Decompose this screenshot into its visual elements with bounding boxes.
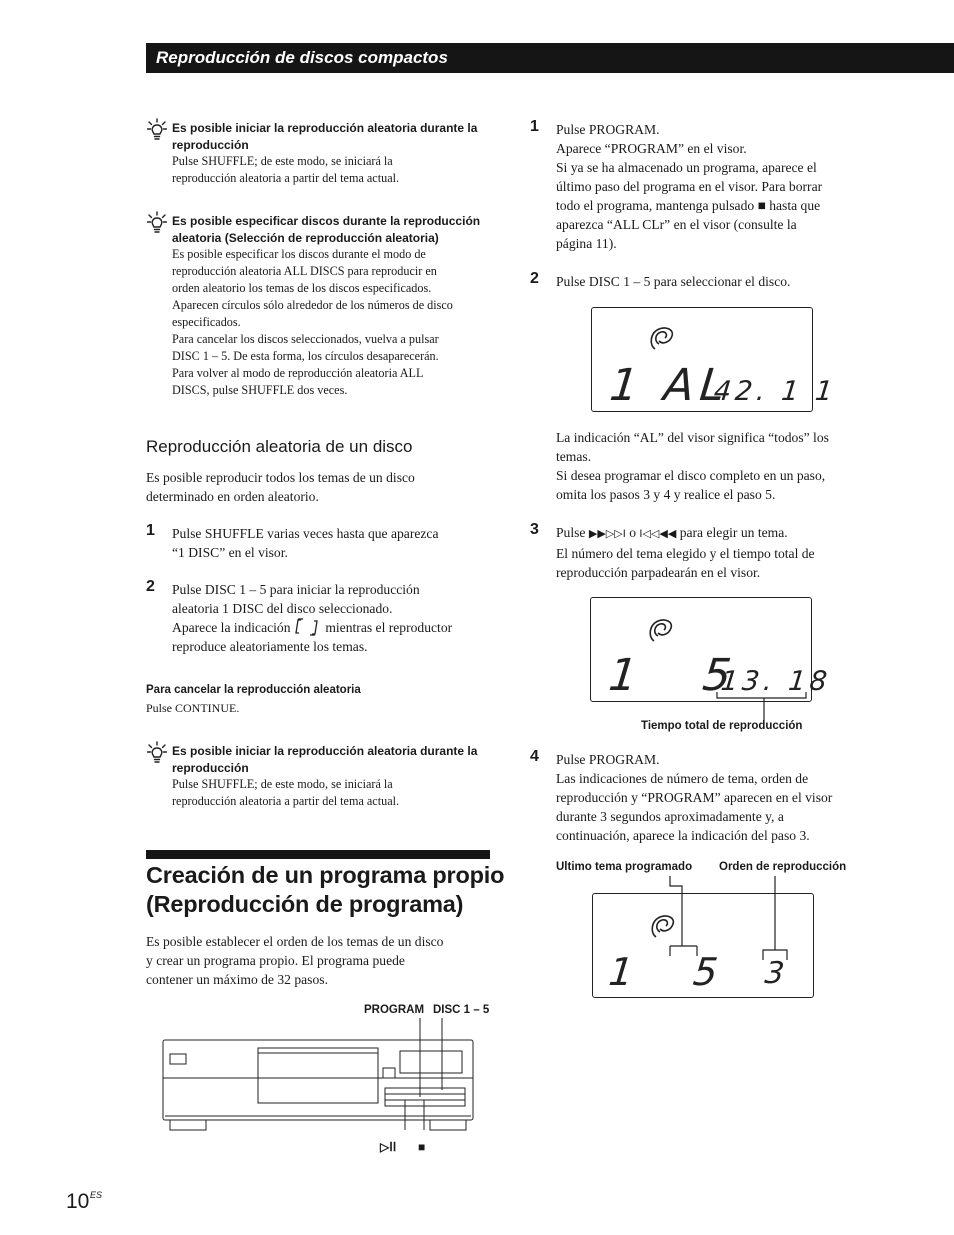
step-line: Pulse DISC 1 – 5 para seleccionar el disco. <box>556 274 791 289</box>
step-number: 2 <box>530 270 539 287</box>
tip-title: Es posible especificar discos durante la reproducción aleatoria (Selección de reproducción aleatoria) <box>172 214 481 245</box>
note-line: omita los pasos 3 y 4 y realice el paso 5. <box>556 487 776 502</box>
step-text <box>172 524 502 562</box>
page-lang-code: ES <box>90 1190 103 1200</box>
tip-line: reproducción aleatoria ALL DISCS para reproducir en <box>172 264 437 278</box>
lightbulb-icon <box>147 741 167 765</box>
tip-line: DISC 1 – 5. De esta forma, los círculos desaparecerán. <box>172 349 439 363</box>
note-line: Si desea programar el disco completo en un paso, <box>556 468 826 483</box>
step-line: Si ya se ha almacenado un programa, aparece el <box>556 160 817 175</box>
section-heading: Reproducción aleatoria de un disco <box>146 437 413 456</box>
step-line: Aparece “PROGRAM” en el visor. <box>556 141 747 156</box>
disc-label: DISC 1 – 5 <box>433 1004 490 1016</box>
step-line: aleatoria 1 DISC del disco seleccionado. <box>172 601 393 616</box>
section-rule <box>146 850 490 859</box>
prev-track-icon: I◁◁◀◀ <box>639 528 677 540</box>
step-line-part: o <box>629 525 636 540</box>
tip-line: especificados. <box>172 315 241 329</box>
lcd-order-text: 3 <box>763 956 792 991</box>
lightbulb-icon <box>147 118 167 142</box>
tip-title: Es posible iniciar la reproducción aleatoria durante la reproducción <box>172 744 478 775</box>
program-label: PROGRAM <box>364 1004 425 1016</box>
lcd-time-text: 13. 18 <box>719 666 833 697</box>
step-line: todo el programa, mantenga pulsado ■ hasta que <box>556 198 821 213</box>
step-line: Pulse PROGRAM. <box>556 752 660 767</box>
disc-icon <box>647 324 677 354</box>
lcd-track-text: 1 5 <box>606 650 740 701</box>
step-number: 1 <box>530 118 539 135</box>
step-line: Las indicaciones de número de tema, orden de <box>556 771 809 786</box>
step-line: reproduce aleatoriamente los temas. <box>172 639 368 654</box>
caption-leader-line <box>762 698 766 720</box>
intro-line: contener un máximo de 32 pasos. <box>146 972 328 987</box>
step-line: página 11). <box>556 236 617 251</box>
step-number: 3 <box>530 521 539 538</box>
intro-line: determinado en orden aleatorio. <box>146 489 319 504</box>
play-pause-label: ▷ⅠⅠ <box>380 1140 397 1154</box>
page-title: Reproducción de discos compactos <box>156 48 448 67</box>
step-line-part: mientras el reproductor <box>325 620 453 635</box>
next-track-icon: ▶▶▷▷I <box>588 528 626 540</box>
disc-icon <box>646 616 676 646</box>
lcd-track-text: 1 AL <box>607 360 734 411</box>
lightbulb-icon <box>147 211 167 235</box>
tip-3 <box>172 743 492 810</box>
step-line: aparezca “ALL CLr” en el visor (consulte la <box>556 217 797 232</box>
step-line: Pulse PROGRAM. <box>556 122 660 137</box>
cancel-title: Para cancelar la reproducción aleatoria <box>146 684 361 696</box>
tip-1 <box>172 120 492 187</box>
step-line: reproducción y “PROGRAM” aparecen en el visor <box>556 790 833 805</box>
section-intro <box>146 932 496 989</box>
step-line: durante 3 segundos aproximadamente y, a <box>556 809 784 824</box>
tip-line: Es posible especificar los discos durante el modo de <box>172 247 426 261</box>
step-line: reproducción parpadearán en el visor. <box>556 565 761 580</box>
cancel-body: Pulse CONTINUE. <box>146 701 240 715</box>
intro-line: Es posible establecer el orden de los temas de un disco <box>146 934 444 949</box>
tip-title: Es posible iniciar la reproducción aleatoria durante la reproducción <box>172 121 478 152</box>
lcd-track-text: 1 5 <box>606 950 726 994</box>
page-number: 10 <box>66 1190 90 1213</box>
note-line: temas. <box>556 449 592 464</box>
step-text <box>556 523 886 582</box>
step-line: “1 DISC” en el visor. <box>172 545 288 560</box>
cd-player-diagram <box>160 1018 476 1133</box>
section-title-line: (Reproducción de programa) <box>146 891 464 917</box>
tip-line: Para volver al modo de reproducción aleatoria ALL <box>172 366 424 380</box>
step-line: último paso del programa en el visor. Para borrar <box>556 179 823 194</box>
intro-line: Es posible reproducir todos los temas de un disco <box>146 470 415 485</box>
tip-line: reproducción aleatoria a partir del tema actual. <box>172 794 400 808</box>
tip-line: orden aleatorio los temas de los discos especificados. <box>172 281 432 295</box>
intro-line: y crear un programa propio. El programa puede <box>146 953 405 968</box>
play-order-label: Orden de reproducción <box>719 861 847 873</box>
tip-line: Aparecen círculos sólo alrededor de los números de disco <box>172 298 453 312</box>
lcd-caption: Tiempo total de reproducción <box>641 720 803 732</box>
step-text <box>556 120 886 253</box>
tip-line: Pulse SHUFFLE; de este modo, se iniciará la <box>172 777 393 791</box>
tip-body <box>172 246 492 399</box>
lcd-time-text: 42. 1 1 <box>712 376 839 407</box>
section-intro <box>146 468 496 506</box>
step-line-part: Pulse <box>556 525 586 540</box>
step-line-part: para elegir un tema. <box>679 525 788 540</box>
step-number: 4 <box>530 748 539 765</box>
tip-line: DISCS, pulse SHUFFLE dos veces. <box>172 383 348 397</box>
shuffle-bracket-icon <box>294 618 322 636</box>
lcd3-leader-lines <box>668 876 792 960</box>
tip-body <box>172 776 492 810</box>
last-track-label: Ultimo tema programado <box>556 861 693 873</box>
section-title <box>146 861 506 919</box>
step-line: El número del tema elegido y el tiempo total de <box>556 546 815 561</box>
step-text <box>556 272 886 291</box>
step-line: Pulse SHUFFLE varias veces hasta que aparezca <box>172 526 439 541</box>
section-title-line: Creación de un programa propio <box>146 862 505 888</box>
step-line <box>172 618 502 637</box>
step-number: 1 <box>146 522 155 539</box>
step-number: 2 <box>146 578 155 595</box>
lcd-display-2 <box>590 597 833 702</box>
step-text <box>556 750 886 845</box>
tip-line: Pulse SHUFFLE; de este modo, se iniciará la <box>172 154 393 168</box>
step-line <box>556 523 886 544</box>
stop-label: ■ <box>418 1140 426 1154</box>
step-line: continuación, aparece la indicación del paso 3. <box>556 828 810 843</box>
tip-line: Para cancelar los discos seleccionados, vuelva a pulsar <box>172 332 439 346</box>
step-line: Pulse DISC 1 – 5 para iniciar la reproducción <box>172 582 420 597</box>
tip-line: reproducción aleatoria a partir del tema actual. <box>172 171 400 185</box>
note-text <box>556 428 886 504</box>
step-text <box>172 580 502 656</box>
note-line: La indicación “AL” del visor significa “todos” los <box>556 430 829 445</box>
lcd-display-1 <box>591 307 839 412</box>
tip-body <box>172 153 492 187</box>
step-line-part: Aparece la indicación <box>172 620 291 635</box>
tip-2 <box>172 213 492 399</box>
